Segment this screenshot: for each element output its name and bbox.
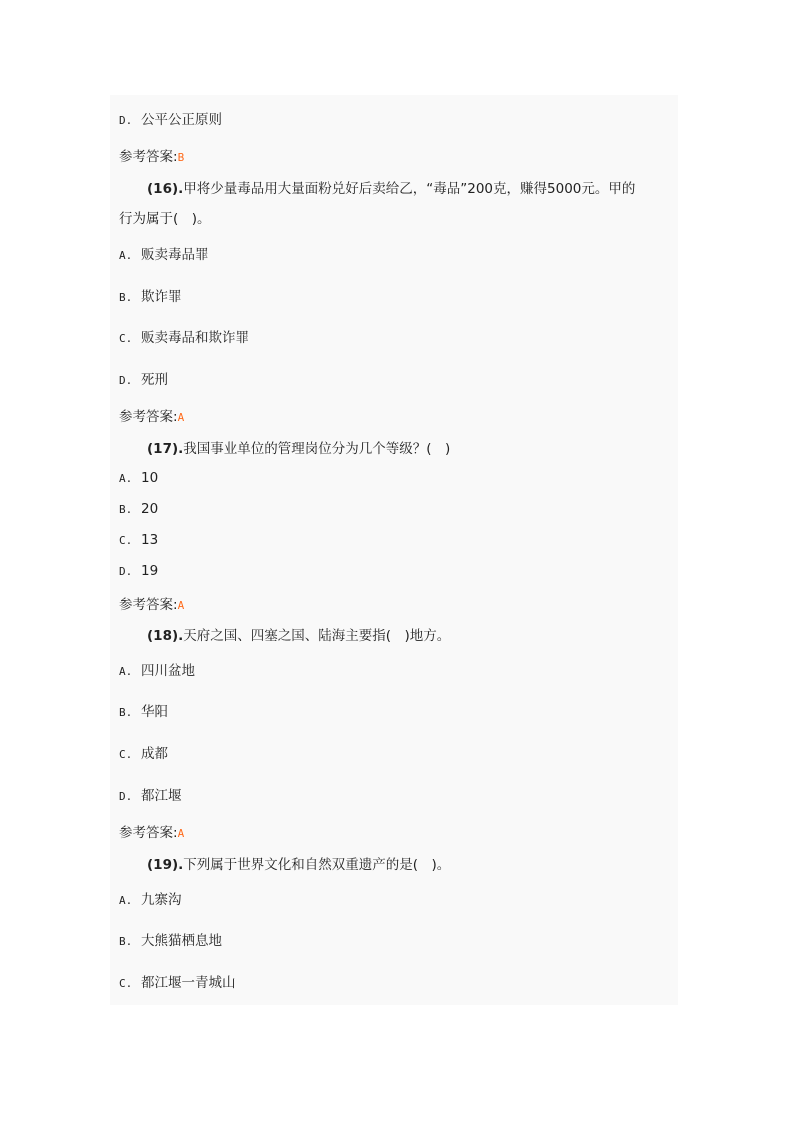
option-text: 欺诈罪 xyxy=(141,289,182,305)
answer-label: 参考答案: xyxy=(119,149,178,165)
option-letter: A. xyxy=(119,665,133,678)
question-16-continuation: 行为属于( )。 xyxy=(119,211,211,227)
option-a xyxy=(119,243,209,263)
option-text: 19 xyxy=(141,563,159,579)
option-letter: C. xyxy=(119,332,133,345)
option-letter: D. xyxy=(119,790,133,803)
option-d xyxy=(119,563,158,579)
option-letter: D. xyxy=(119,114,133,127)
option-text: 九寨沟 xyxy=(141,892,182,908)
reference-answer xyxy=(119,821,184,841)
reference-answer xyxy=(119,593,184,613)
option-a xyxy=(119,888,182,908)
option-letter: A. xyxy=(119,472,133,485)
option-c xyxy=(119,742,168,762)
option-text: 贩卖毒品和欺诈罪 xyxy=(141,330,249,346)
option-c xyxy=(119,532,158,548)
option-text: 成都 xyxy=(141,746,168,762)
option-text: 13 xyxy=(141,532,159,548)
option-text: 都江堰 xyxy=(141,788,182,804)
question-17 xyxy=(147,437,450,457)
option-a xyxy=(119,659,195,679)
option-letter: B. xyxy=(119,935,133,948)
option-letter: B. xyxy=(119,291,133,304)
option-letter: B. xyxy=(119,503,133,516)
question-19 xyxy=(147,853,450,873)
option-d xyxy=(119,784,182,804)
answer-label: 参考答案: xyxy=(119,825,178,841)
question-number: (16). xyxy=(147,181,184,197)
question-text: 甲将少量毒品用大量面粉兑好后卖给乙，“毒品”200克，赚得5000元。甲的 xyxy=(183,181,636,197)
answer-value: B xyxy=(177,151,185,164)
option-letter: B. xyxy=(119,706,133,719)
answer-value: A xyxy=(177,599,185,612)
option-letter: C. xyxy=(119,534,133,547)
answer-label: 参考答案: xyxy=(119,409,178,425)
option-text: 20 xyxy=(141,501,159,517)
option-letter: D. xyxy=(119,565,133,578)
option-a xyxy=(119,470,158,486)
question-text: 下列属于世界文化和自然双重遗产的是( )。 xyxy=(183,857,451,873)
option-b xyxy=(119,700,168,720)
option-letter: C. xyxy=(119,748,133,761)
option-text: 大熊猫栖息地 xyxy=(141,933,222,949)
option-text: 公平公正原则 xyxy=(141,112,222,128)
option-b xyxy=(119,929,222,949)
option-b xyxy=(119,501,158,517)
option-text: 都江堰一青城山 xyxy=(141,975,236,991)
question-text: 天府之国、四塞之国、陆海主要指( )地方。 xyxy=(183,628,451,644)
answer-value: A xyxy=(177,827,185,840)
option-c xyxy=(119,326,249,346)
option-text: 死刑 xyxy=(141,372,168,388)
reference-answer xyxy=(119,145,184,165)
option-text: 华阳 xyxy=(141,704,168,720)
option-letter: A. xyxy=(119,894,133,907)
question-16 xyxy=(147,177,635,197)
option-letter: C. xyxy=(119,977,133,990)
option-d xyxy=(119,368,168,388)
question-number: (17). xyxy=(147,441,184,457)
option-c xyxy=(119,971,236,991)
option-text: 10 xyxy=(141,470,159,486)
option-text: 贩卖毒品罪 xyxy=(141,247,209,263)
option-d xyxy=(119,108,222,128)
question-number: (18). xyxy=(147,628,184,644)
answer-label: 参考答案: xyxy=(119,597,178,613)
question-text: 我国事业单位的管理岗位分为几个等级？( ) xyxy=(183,441,451,457)
question-number: (19). xyxy=(147,857,184,873)
reference-answer xyxy=(119,405,184,425)
answer-value: A xyxy=(177,411,185,424)
option-text: 四川盆地 xyxy=(141,663,195,679)
question-18 xyxy=(147,624,450,644)
option-letter: A. xyxy=(119,249,133,262)
option-b xyxy=(119,285,182,305)
option-letter: D. xyxy=(119,374,133,387)
